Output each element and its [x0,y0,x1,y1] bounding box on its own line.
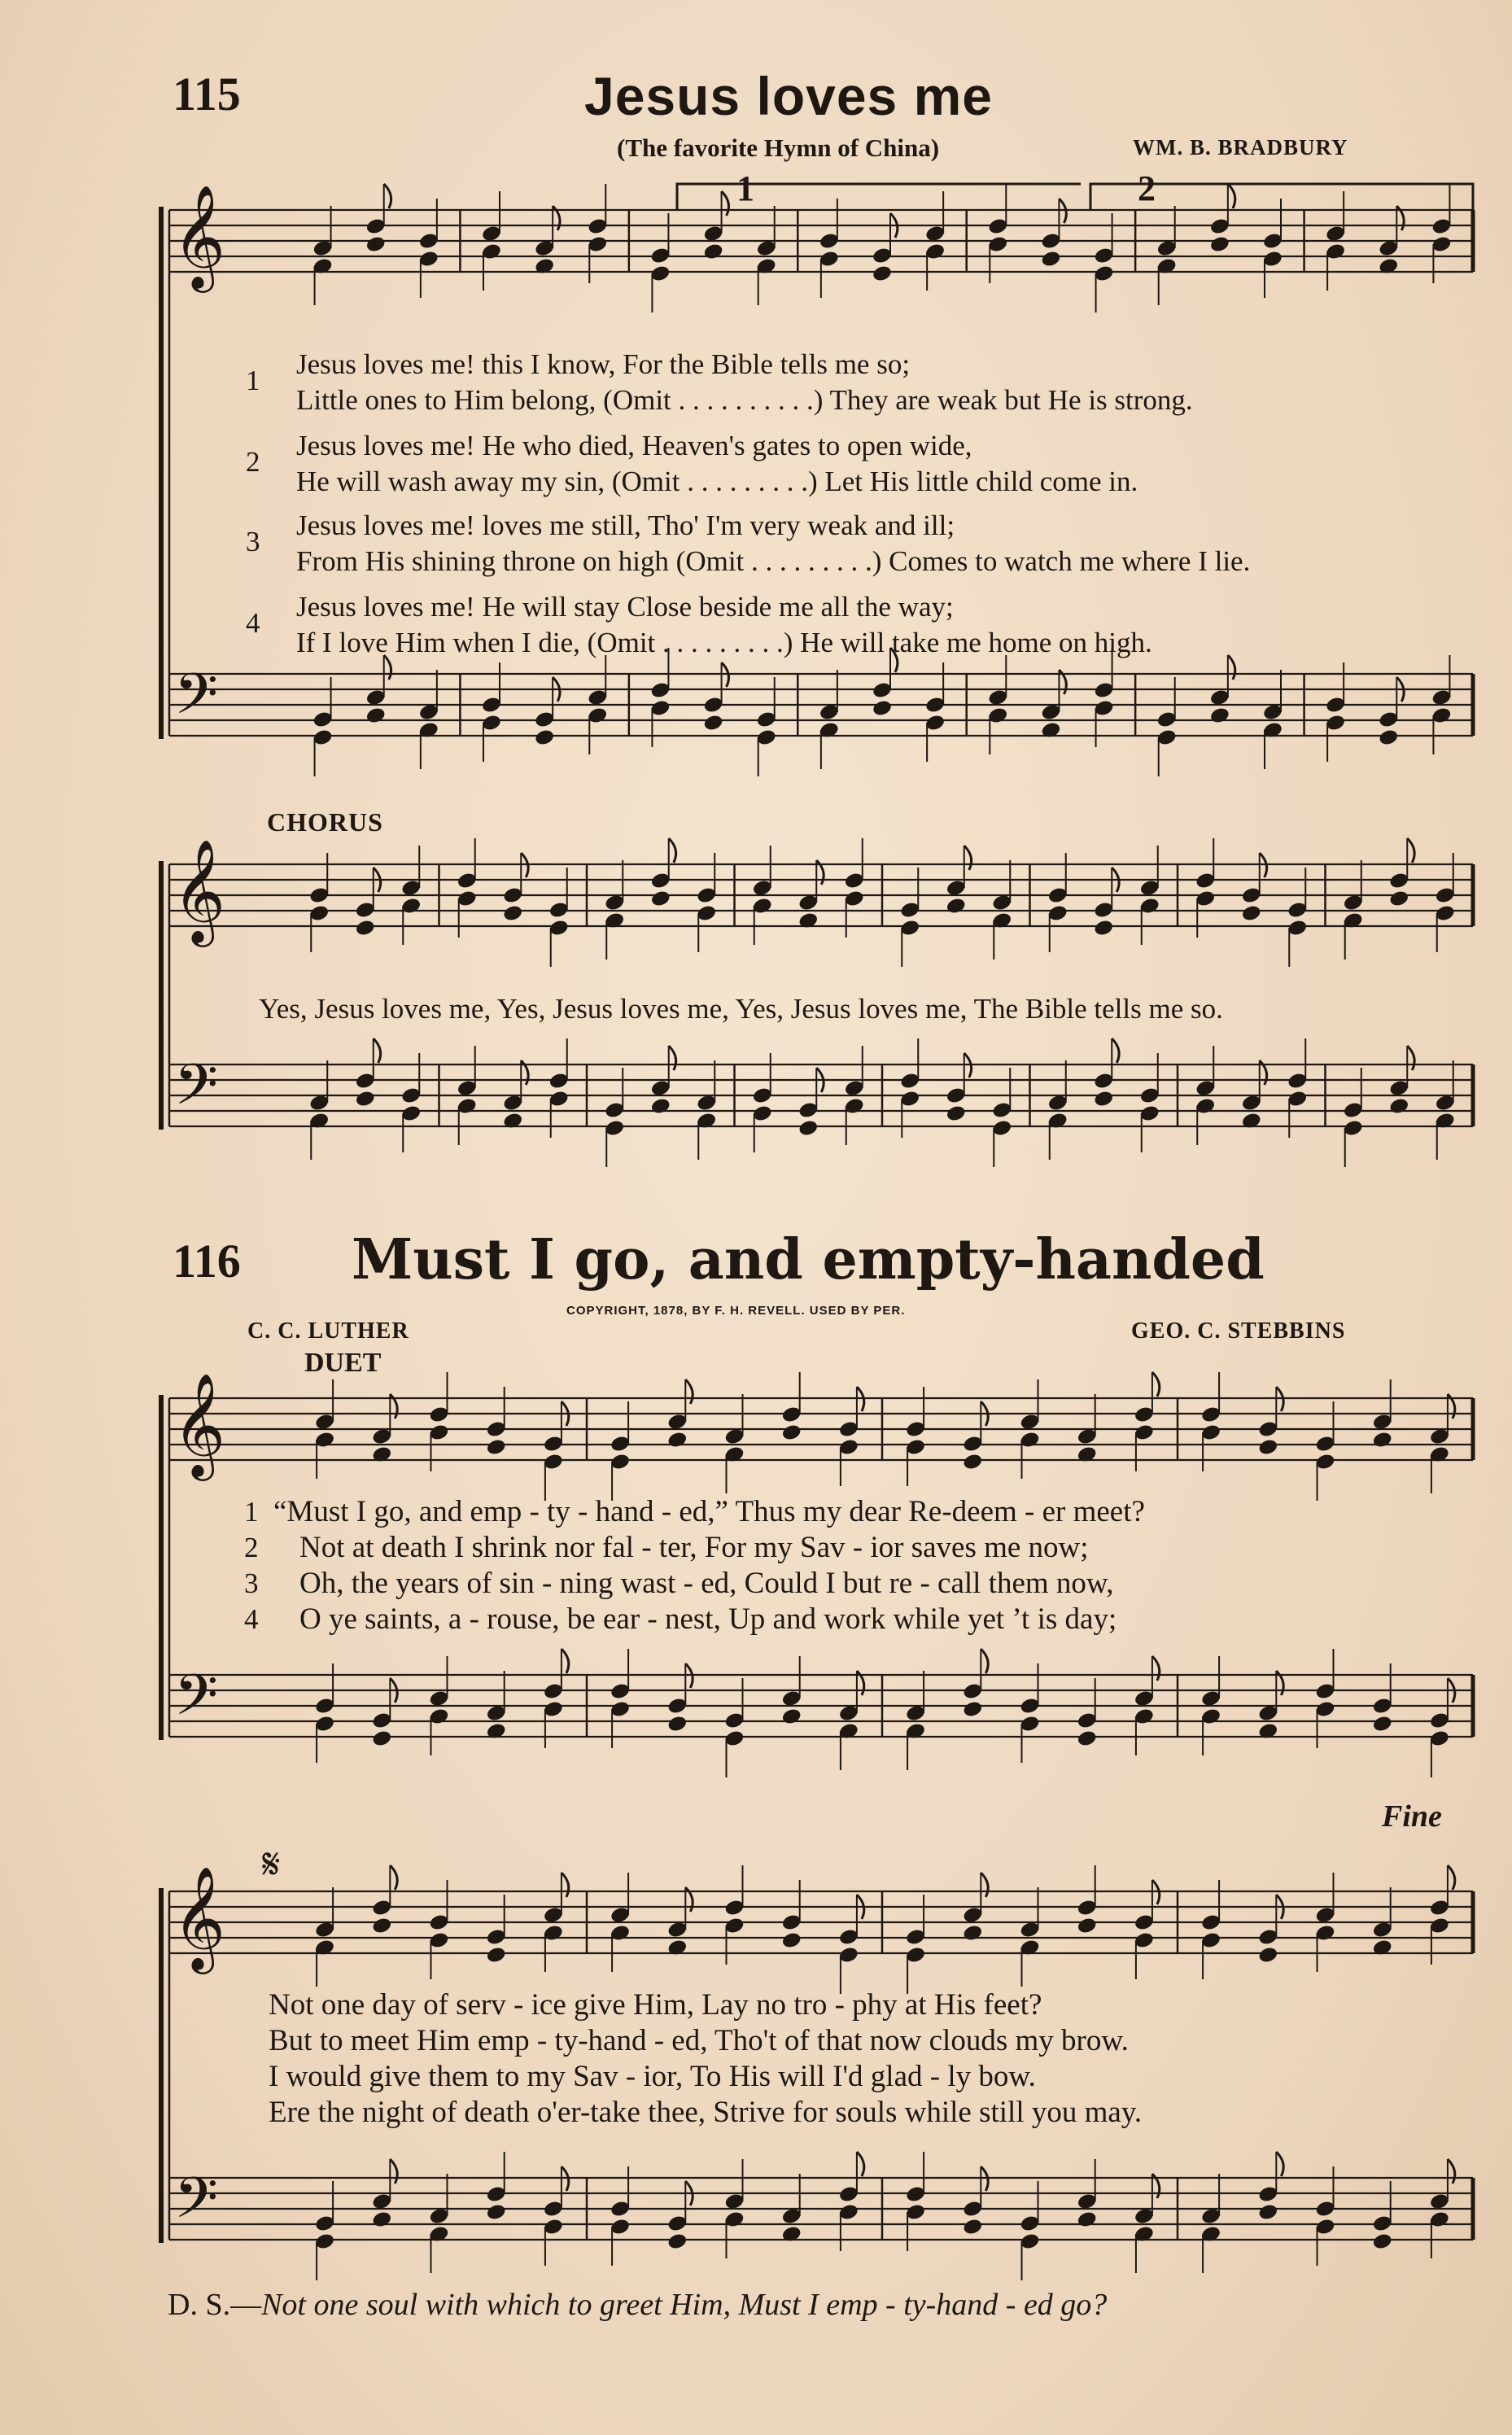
hymn115-chorus-system-treble-notehead [1388,890,1409,908]
hymn115-verse-system-treble-flag [384,184,391,208]
hymn116-refrain-system-treble-notehead [781,1931,802,1950]
refrain-line: I would give them to my Sav - ior, To His will I'd glad - ly bow. [269,2060,1036,2093]
hymn116-refrain-system-bass-notehead [666,2232,688,2251]
hymn116-verse-system-treble-notehead [1257,1438,1278,1457]
treble-clef: 𝄞 [173,1372,226,1476]
segno-sign: 𝄋 [262,1840,281,1889]
verse-4-line-a: Jesus loves me! He will stay Close beside me all the way; [296,591,954,623]
verse-line: Oh, the years of sin - ning wast - ed, Could I but re - call them now, [299,1567,1114,1600]
duet-label: DUET [304,1348,382,1378]
bass-clef: 𝄢 [174,1662,219,1742]
hymn115-chorus-system-treble-notehead [1241,904,1262,923]
hymn115-verse-system-bass-notehead [1378,728,1399,747]
copyright-notice: COPYRIGHT, 1878, BY F. H. REVELL. USED BY PER. [566,1304,906,1318]
hymn115-chorus-system-bass-flag [374,1038,381,1063]
hymn116-verse-system-treble-notehead [1372,1431,1393,1449]
hymn116-verse-system-treble-flag [685,1379,693,1404]
refrain-line: Not one day of serv - ice give Him, Lay no tro - phy at His feet? [269,1988,1042,2022]
hymn115-verse-system-treble-flag [722,191,729,216]
hymn115-chorus-system-treble-notehead [946,897,967,916]
author-116: C. C. LUTHER [247,1318,409,1344]
bass-clef: 𝄢 [174,2165,219,2245]
hymn116-refrain-system-treble-flag [562,1873,569,1897]
hymn115-verse-system-treble-notehead [1040,250,1061,269]
hymn115-chorus-system-bass-notehead [355,1090,376,1108]
hymn115-chorus-system-bass-notehead [1388,1097,1409,1116]
hymn115-verse-system-treble-notehead [702,243,723,261]
verse-2-line-b: He will wash away my sin, (Omit . . . . . . . . .) Let His little child come in. [296,466,1138,497]
hymn116-verse-system-bass-notehead [371,1729,392,1748]
second-ending-label: 2 [1138,168,1156,208]
hymn116-verse-system-bass-flag [562,1649,569,1673]
hymn116-verse-system-treble-notehead [486,1438,507,1457]
verse-4-line-b: If I love Him when I die, (Omit . . . . . . . . .) He will take me home on high. [296,627,1152,658]
hymn115-verse-system-bass-flag [1228,655,1235,680]
ds-text: Not one soul with which to greet Him, Must I emp - ty-hand - ed go? [261,2288,1108,2322]
fine-label: Fine [1382,1799,1442,1834]
hymn115-verse-system-bass-notehead [872,699,893,718]
hymn116-refrain-system-bass-notehead [1077,2210,1098,2229]
hymn115-chorus-system-treble-flag [669,838,676,863]
refrain-line: Ere the night of death o'er-take thee, Strive for souls while still you may. [269,2096,1143,2129]
composer-116: GEO. C. STEBBINS [1131,1318,1346,1344]
verse-number: 3 [246,526,260,557]
hymn116-refrain-system-treble-notehead [371,1917,392,1935]
dal-segno-line [168,2287,1107,2323]
hymn115-chorus-system-treble-notehead [355,919,376,938]
treble-clef: 𝄞 [173,1865,226,1969]
treble-clef: 𝄞 [173,184,226,288]
hymn116-verse-system-treble-flag [1152,1372,1160,1397]
verse-number: 4 [246,607,260,639]
hymn116-refrain-system-bass-notehead [1257,2203,1278,2222]
verse-2-line-a: Jesus loves me! He who died, Heaven's gates to open wide, [296,430,972,461]
hymn-number-116: 116 [173,1235,241,1287]
verse-line: Not at death I shrink nor fal - ter, For my Sav - ior saves me now; [299,1531,1089,1564]
hymn115-chorus-system-bass-notehead [798,1119,819,1138]
hymn116-refrain-system-bass-flag [1276,2152,1283,2176]
verse-line: “Must I go, and emp - ty - hand - ed,” Thus my dear Re-deem - er meet? [273,1495,1145,1528]
verse-number: 4 [244,1603,259,1635]
hymn115-chorus-system-bass-notehead [946,1104,967,1123]
verse-number: 2 [246,446,260,478]
hymn115-chorus-system-bass-notehead [1093,1090,1114,1108]
verse-number: 2 [244,1532,259,1563]
hymn115-chorus-system-treble-flag [1407,838,1414,863]
hymn115-verse-system-bass-notehead [702,714,723,732]
hymn116-refrain-system-bass-flag [390,2159,397,2184]
hymn116-verse-system-bass-flag [1152,1656,1160,1681]
verse-1-line-b: Little ones to Him belong, (Omit . . . . . . . . . .) They are weak but He is strong. [296,384,1193,416]
hymn115-chorus-system-treble-notehead [502,904,523,923]
hymn116-refrain-system-treble-notehead [486,1946,507,1965]
treble-clef: 𝄞 [173,838,226,942]
verse-1-line-a: Jesus loves me! this I know, For the Bible tells me so; [296,348,911,380]
hymn116-refrain-system-treble-notehead [962,1924,983,1943]
hymn115-verse-system-treble-notehead [872,264,893,283]
hymn116-verse-system-bass-flag [981,1649,988,1673]
hymn-subtitle-115: (The favorite Hymn of China) [617,133,940,162]
chorus-lyric: Yes, Jesus loves me, Yes, Jesus loves me, Yes, Jesus loves me, The Bible tells me so. [259,993,1223,1025]
hymn116-verse-system-bass-notehead [666,1715,688,1733]
hymn116-verse-system-bass-notehead [962,1700,983,1719]
hymn116-refrain-system-bass-flag [857,2152,864,2176]
hymn116-refrain-system-bass-notehead [1372,2232,1393,2251]
hymn116-verse-system-treble-notehead [962,1453,983,1471]
hymn116-refrain-system-treble-notehead [1257,1946,1278,1965]
hymn116-verse-system-bass-notehead [781,1707,802,1726]
verse-3-line-b: From His shining throne on high (Omit . . . . . . . . .) Comes to watch me where I lie. [296,545,1251,577]
verse-line: O ye saints, a - rouse, be ear - nest, Up and work while yet ’t is day; [299,1602,1117,1636]
hymn115-verse-system-bass-notehead [365,706,387,725]
hymn116-verse-system-bass-notehead [1372,1715,1393,1733]
hymn116-refrain-system-bass-notehead [371,2210,392,2229]
hymn116-refrain-system-treble-flag [390,1865,397,1890]
hymn116-verse-system-treble-notehead [781,1423,802,1442]
chorus-label: CHORUS [267,807,383,837]
hymn116-refrain-system-bass-notehead [962,2218,983,2236]
hymn116-refrain-system-bass-flag [1448,2159,1455,2184]
verse-number: 3 [244,1567,259,1599]
hymn115-chorus-system-bass-notehead [650,1097,671,1116]
hymn115-chorus-system-bass-flag [1112,1038,1119,1063]
hymn-number-115: 115 [173,68,241,120]
hymn116-verse-system-bass-notehead [1077,1729,1098,1748]
hymn115-verse-system-treble-flag [1228,184,1235,208]
hymn115-verse-system-treble-notehead [1209,235,1230,254]
hymn116-refrain-system-treble-flag [1448,1865,1455,1890]
hymn115-chorus-system-bass-flag [1407,1046,1414,1070]
hymn115-chorus-system-treble-notehead [650,890,671,908]
verse-number: 1 [246,365,260,396]
refrain-line: But to meet Him emp - ty-hand - ed, Tho't of that now clouds my brow. [269,2024,1129,2057]
hymn116-refrain-system-treble-flag [981,1873,988,1897]
verse-3-line-a: Jesus loves me! loves me still, Tho' I'm very weak and ill; [296,509,955,541]
bass-clef: 𝄢 [174,1051,219,1131]
ds-label: D. S.— [168,2288,262,2322]
hymn-title-116: Must I go, and empty-handed [352,1227,1265,1292]
hymn116-refrain-system-bass-notehead [486,2203,507,2222]
hymn115-chorus-system-treble-notehead [1093,919,1114,938]
first-ending-label: 1 [736,168,754,208]
verse-number: 1 [244,1496,259,1528]
hymn-title-115: Jesus loves me [584,66,993,126]
hymn115-verse-system-bass-notehead [1209,706,1230,725]
composer-115: WM. B. BRADBURY [1133,135,1348,160]
hymn115-chorus-system-bass-flag [669,1046,676,1070]
bass-clef: 𝄢 [174,661,219,741]
hymn115-chorus-system-treble-flag [964,846,972,870]
hymn115-verse-system-bass-notehead [534,728,555,747]
hymn116-refrain-system-treble-notehead [1077,1917,1098,1935]
hymn116-verse-system-treble-notehead [666,1431,688,1449]
hymn115-verse-system-treble-notehead [365,235,387,254]
